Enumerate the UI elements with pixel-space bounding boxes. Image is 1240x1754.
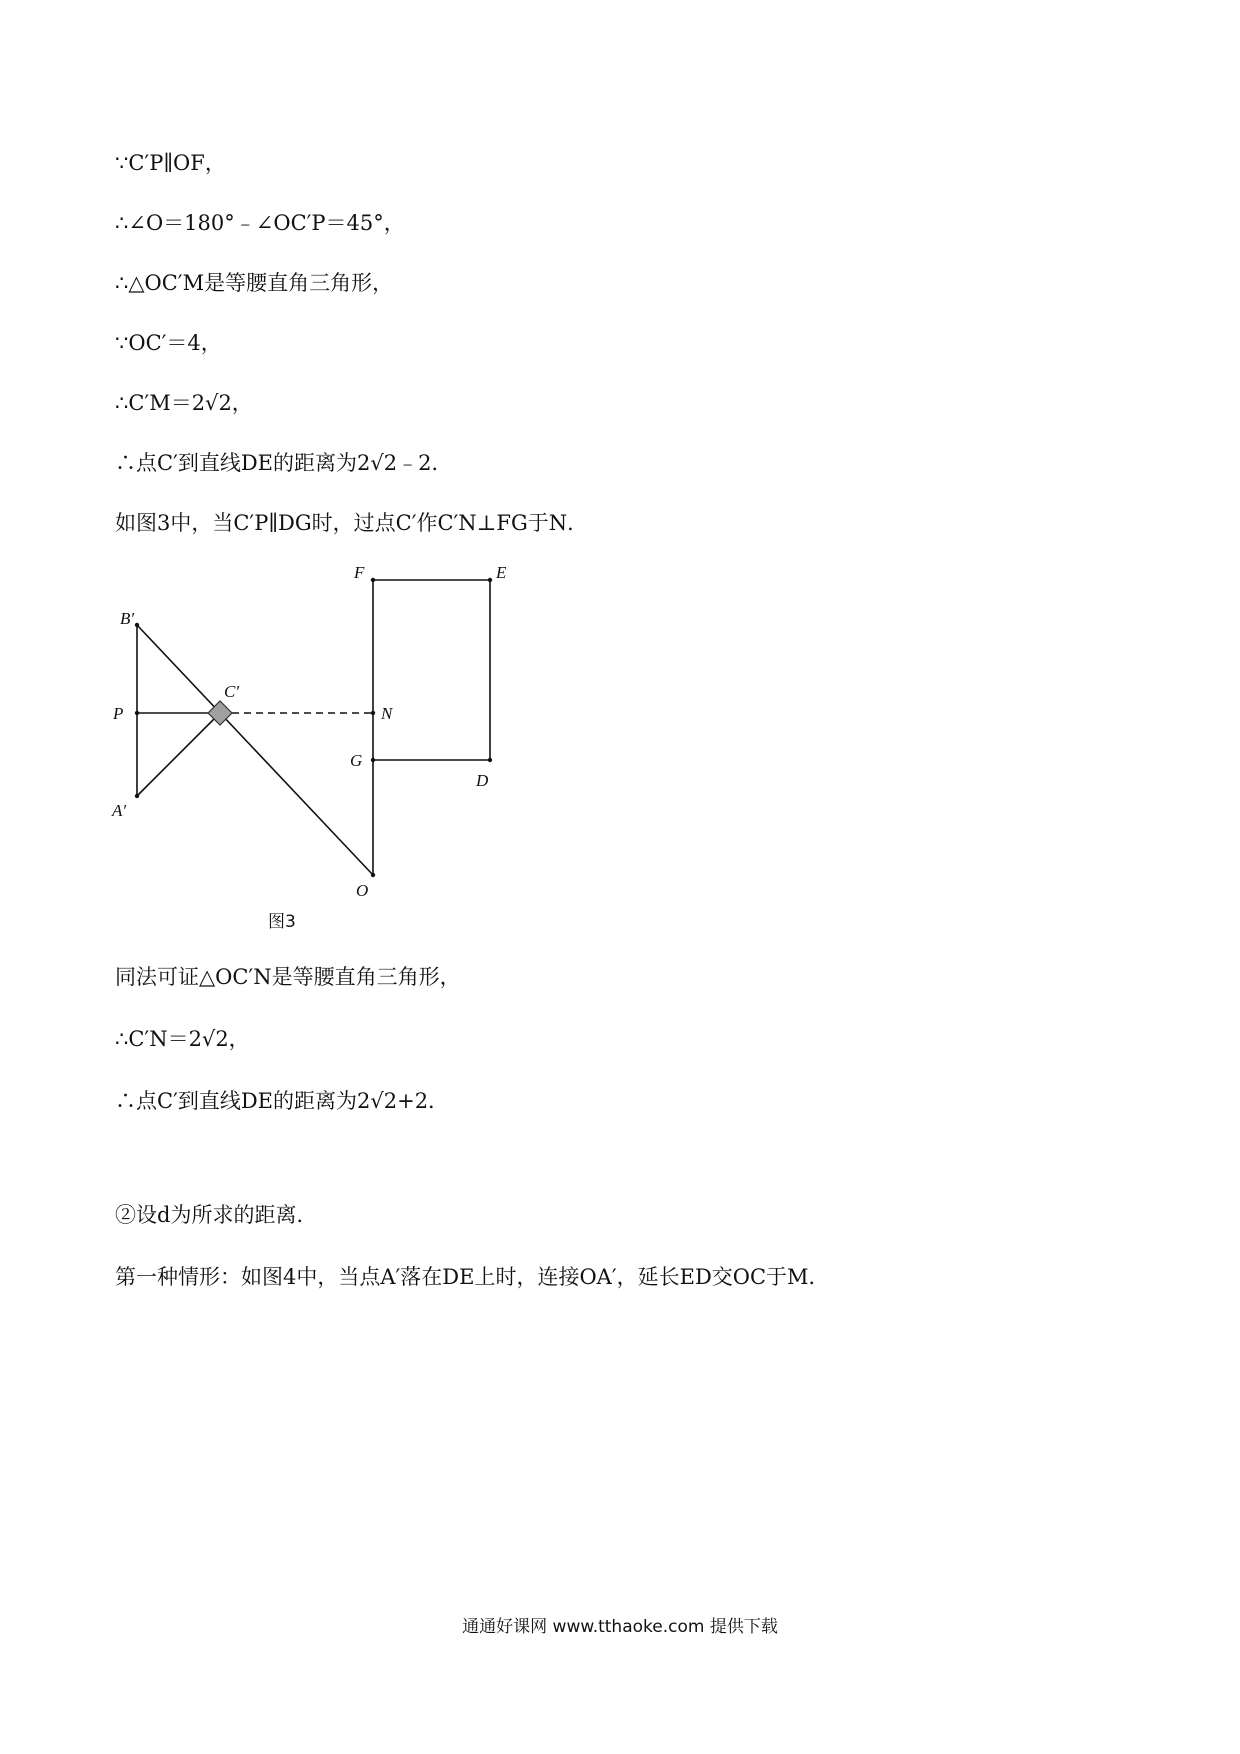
solution-line-6: ∴点C′到直线DE的距离为2√2﹣2．	[115, 451, 453, 475]
part2-line-1: ②设d为所求的距离．	[115, 1203, 318, 1227]
solution-line-7: 如图3中，当C′P∥DG时，过点C′作C′N⊥FG于N．	[115, 511, 589, 535]
solution-line-1: ∵C′P∥OF，	[115, 151, 226, 175]
solution-line-2: ∴∠O＝180°﹣∠OC′P＝45°，	[115, 211, 405, 235]
point-D	[488, 758, 492, 762]
label-B: B′	[120, 609, 135, 628]
label-G: G	[350, 751, 363, 770]
point-G	[371, 758, 375, 762]
label-D: D	[476, 771, 489, 790]
point-E	[488, 578, 492, 582]
point-N	[371, 711, 375, 715]
after-line-3: ∴点C′到直线DE的距离为2√2+2．	[115, 1089, 450, 1113]
point-P	[135, 711, 139, 715]
solution-line-5: ∴C′M＝2√2，	[115, 391, 253, 415]
label-E: E	[496, 563, 507, 582]
label-P: P	[113, 704, 124, 723]
rect-line-FE-ED-DG	[373, 580, 490, 760]
geometry-figure-3	[110, 560, 540, 940]
figure-caption: 图3	[268, 912, 296, 932]
label-F: F	[354, 563, 365, 582]
part2-line-2: 第一种情形：如图4中，当点A′落在DE上时，连接OA′，延长ED交OC于M．	[115, 1265, 830, 1289]
point-A	[135, 794, 139, 798]
point-F	[371, 578, 375, 582]
point-B	[135, 623, 139, 627]
solution-line-3: ∴△OC′M是等腰直角三角形，	[115, 271, 394, 295]
label-N: N	[381, 704, 393, 723]
label-A: A′	[112, 801, 127, 820]
point-O	[371, 873, 375, 877]
label-O: O	[356, 881, 369, 900]
after-line-2: ∴C′N＝2√2，	[115, 1027, 250, 1051]
label-C: C′	[224, 682, 240, 701]
after-line-1: 同法可证△OC′N是等腰直角三角形，	[115, 965, 461, 989]
solution-line-4: ∵OC′＝4，	[115, 331, 222, 355]
line-BO	[137, 625, 373, 875]
page-footer: 通通好课网 www.tthaoke.com 提供下载	[462, 1617, 778, 1637]
line-AC	[137, 713, 220, 796]
